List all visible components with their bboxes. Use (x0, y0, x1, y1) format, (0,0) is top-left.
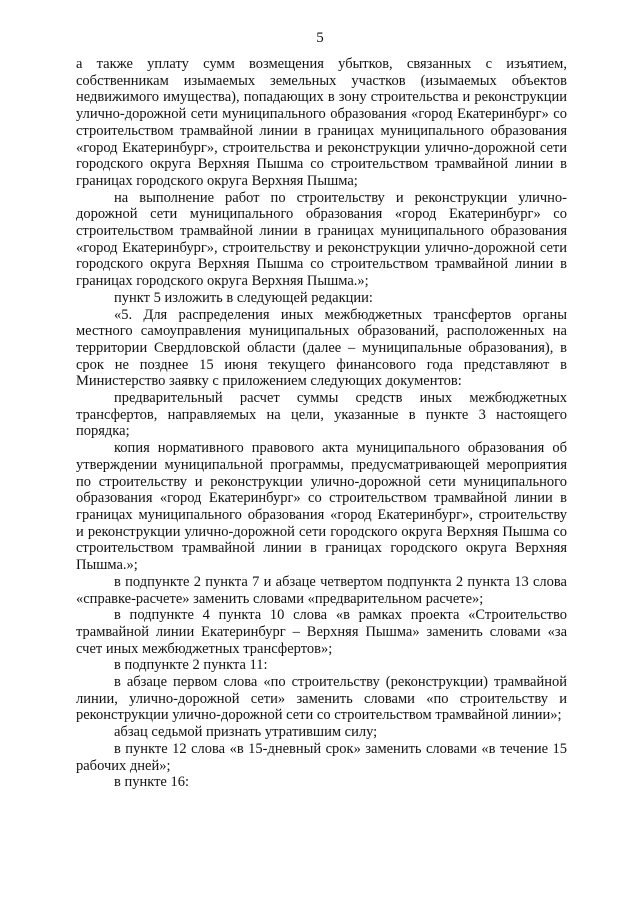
paragraph: предварительный расчет суммы средств иных межбюджетных трансфертов, направляемых на цели, указанные в пункте 3 настоящего порядка; (76, 390, 567, 440)
document-body (76, 56, 567, 791)
paragraph: абзац седьмой признать утратившим силу; (114, 724, 378, 741)
paragraph: в подпункте 4 пункта 10 слова «в рамках проекта «Строительство трамвайной линии Екатеринбург – Верхняя Пышма» заменить словами «за счет иных межбюджетных трансфертов»; (76, 607, 567, 657)
paragraph: а также уплату сумм возмещения убытков, связанных с изъятием, собственникам изымаемых земельных участков (изымаемых объектов недвижимого имущества), попадающих в зону строительства и реконструкции улично-дорожной сети муниципального образования «город Екатеринбург» со строительством трамвайной линии в границах муниципального образования «город Екатеринбург», строительства и реконструкции улично-дорожной сети городского округа Верхняя Пышма со строительством трамвайной линии в границах городского округа Верхняя Пышма; (76, 56, 567, 189)
paragraph: пункт 5 изложить в следующей редакции: (114, 289, 373, 306)
paragraph: в пункте 12 слова «в 15-дневный срок» заменить словами «в течение 15 рабочих дней»; (76, 740, 567, 774)
paragraph: на выполнение работ по строительству и реконструкции улично-дорожной сети муниципального образования «город Екатеринбург» со строительством трамвайной линии в границах муниципального образования «город Екатеринбург», строительству и реконструкции улично-дорожной сети городского округа Верхняя Пышма со строительством трамвайной линии в границах городского округа Верхняя Пышма.»; (76, 189, 567, 290)
paragraph: в пункте 16: (114, 774, 190, 791)
paragraph: в подпункте 2 пункта 7 и абзаце четвертом подпункта 2 пункта 13 слова «справке-расчете» заменить словами «предварительном расчете»; (76, 573, 567, 607)
page-number: 5 (316, 30, 324, 46)
paragraph: в подпункте 2 пункта 11: (114, 657, 268, 674)
paragraph: «5. Для распределения иных межбюджетных трансфертов органы местного самоуправления муниципальных образований, расположенных на территории Свердловской области (далее – муниципальные образования), в срок не позднее 15 июня текущего финансового года представляют в Министерство заявку с приложением следующих документов: (76, 306, 567, 390)
paragraph: в абзаце первом слова «по строительству (реконструкции) трамвайной линии, улично-дорожной сети» заменить словами «по строительству и реконструкции улично-дорожной сети со строительством трамвайной линии»; (76, 674, 567, 724)
paragraph: копия нормативного правового акта муниципального образования об утверждении муниципальной программы, предусматривающей мероприятия по строительству и реконструкции улично-дорожной сети муниципального образования «город Екатеринбург» со строительством трамвайной линии в границах муниципального образования «город Екатеринбург», строительству и реконструкции улично-дорожной сети городского округа Верхняя Пышма со строительством трамвайной линии в границах городского округа Верхняя Пышма.»; (76, 440, 567, 574)
